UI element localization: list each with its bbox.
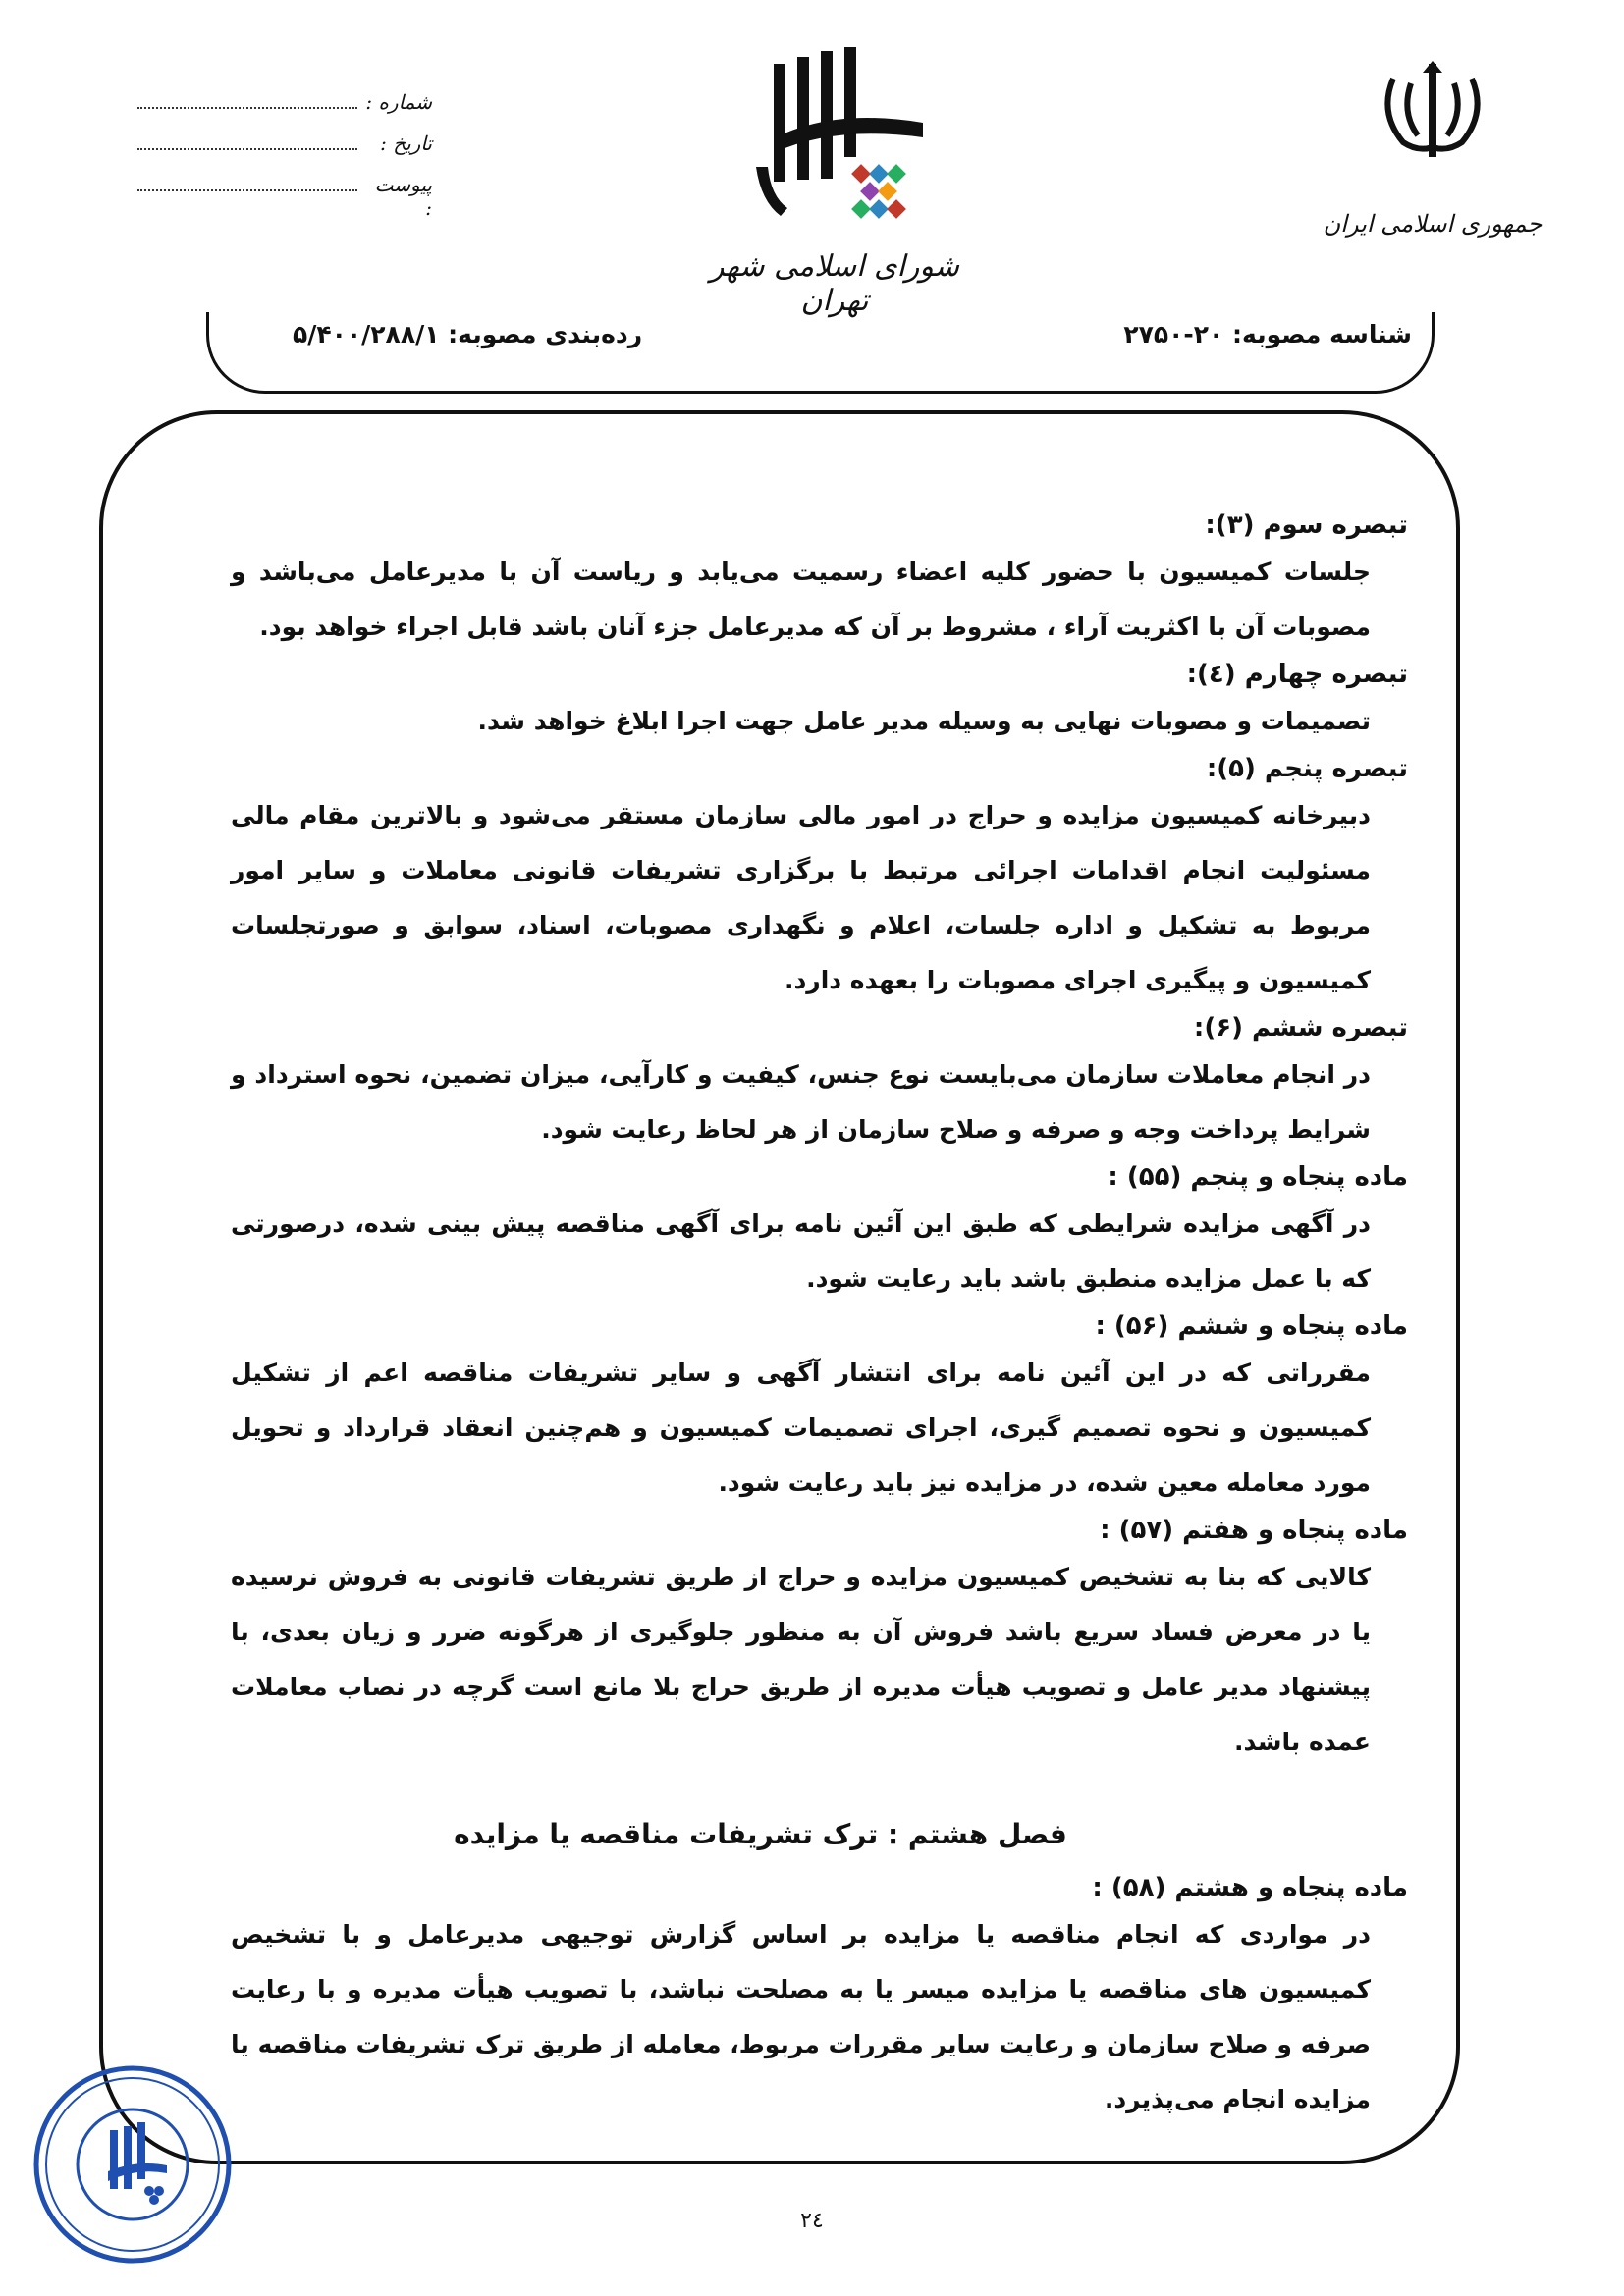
- meta-attachment-row: [137, 173, 432, 220]
- council-logo-icon: [736, 39, 933, 245]
- article-text: مقرراتی که در این آئین نامه برای انتشار آگهی و سایر تشریفات مناقصه اعم از تشکیل کمیسیون و نحوه تصمیم گیری، اجرای تصمیمات کمیسیون و هم‌چنین انعقاد قرارداد و تحویل مورد معامله معین شده، در مزایده نیز باید رعایت شود.: [231, 1359, 1371, 1497]
- section-heading: تبصره چهارم (٤):: [1186, 660, 1408, 689]
- section-text: جلسات کمیسیون با حضور کلیه اعضاء رسمیت می‌یابد و ریاست آن با مدیرعامل می‌باشد و مصوبات آن با اکثریت آراء ، مشروط بر آن که مدیرعامل جزء آنان باشد قابل اجراء خواهد بود.: [231, 558, 1371, 641]
- header-council: [687, 39, 982, 318]
- meta-number-line: [137, 91, 357, 109]
- approval-classification: رده‌بندی مصوبه: ۵/۴۰۰/۲۸۸/۱: [293, 320, 643, 348]
- approval-id: شناسه مصوبه: ۲۰-۲۷۵۰: [1123, 320, 1412, 348]
- approval-id-bar: [206, 312, 1435, 394]
- section-heading: تبصره سوم (۳):: [1205, 510, 1408, 540]
- iran-emblem-icon: [1374, 59, 1491, 167]
- article-heading: ماده پنجاه و پنجم (۵۵) :: [1108, 1162, 1408, 1192]
- document-body: [231, 506, 1408, 2127]
- section-text: تصمیمات و مصوبات نهایی به وسیله مدیر عامل جهت اجرا ابلاغ خواهد شد.: [477, 707, 1371, 735]
- article-heading: ماده پنجاه و ششم (۵۶) :: [1095, 1311, 1408, 1341]
- article-heading: ماده پنجاه و هفتم (۵۷) :: [1100, 1516, 1408, 1545]
- council-name: شورای اسلامی شهر تهران: [710, 249, 959, 318]
- meta-number-row: [137, 90, 432, 132]
- section-heading: تبصره پنجم (۵):: [1206, 754, 1408, 783]
- meta-attachment-line: [137, 174, 357, 191]
- council-seal-stamp-icon: [29, 2061, 236, 2268]
- article-text: کالایی که بنا به تشخیص کمیسیون مزایده و حراج از طریق تشریفات قانونی به فروش نرسیده یا در معرض فساد سریع باشد فروش آن به منظور جلوگیری از هرگونه ضرر و زیان بعدی، با پیشنهاد مدیر عامل و تصویب هیأت مدیره از طریق حراج بلا مانع است گرچه در نصاب معاملات عمده باشد.: [231, 1563, 1371, 1756]
- letter-meta: [137, 90, 432, 220]
- chapter-title: فصل هشتم : ترک تشریفات مناقصه یا مزایده: [454, 1818, 1067, 1850]
- meta-attachment-label: پیوست :: [374, 173, 432, 220]
- article-heading: ماده پنجاه و هشتم (۵۸) :: [1092, 1873, 1408, 1902]
- section-heading: تبصره ششم (۶):: [1193, 1013, 1408, 1042]
- article-text: در آگهی مزایده شرایطی که طبق این آئین نامه برای آگهی مناقصه پیش بینی شده، درصورتی که با عمل مزایده منطبق باشد باید رعایت شود.: [231, 1209, 1371, 1293]
- country-name: جمهوری اسلامی ایران: [1323, 210, 1543, 238]
- meta-date-line: [137, 133, 357, 150]
- page-number: ۲٤: [800, 2209, 824, 2233]
- section-text: دبیرخانه کمیسیون مزایده و حراج در امور مالی سازمان مستقر می‌شود و بالاترین مقام مالی مسئولیت انجام اقدامات اجرائی مرتبط با برگزاری تشریفات قانونی معاملات و سایر امور مربوط به تشکیل و اداره جلسات، اعلام و نگهداری مصوبات، اسناد، سوابق و صورتجلسات کمیسیون و پیگیری اجرای مصوبات را بعهده دارد.: [231, 801, 1371, 994]
- article-text: در مواردی که انجام مناقصه یا مزایده بر اساس گزارش توجیهی مدیرعامل و با تشخیص کمیسیون های مناقصه یا مزایده میسر یا به مصلحت نباشد، با تصویب هیأت مدیره و با رعایت صرفه و صلاح سازمان و رعایت سایر مقررات مربوط، معامله از طریق ترک تشریفات مناقصه یا مزایده انجام می‌پذیرد.: [231, 1920, 1371, 2113]
- meta-number-label: شماره :: [365, 90, 432, 114]
- section-text: در انجام معاملات سازمان می‌بایست نوع جنس، کیفیت و کارآیی، میزان تضمین، نحوه استرداد و شرایط پرداخت وجه و صرفه و صلاح سازمان از هر لحاظ رعایت شود.: [231, 1060, 1371, 1144]
- meta-date-row: [137, 132, 432, 173]
- header-country: [1320, 59, 1545, 238]
- meta-date-label: تاریخ :: [380, 132, 432, 155]
